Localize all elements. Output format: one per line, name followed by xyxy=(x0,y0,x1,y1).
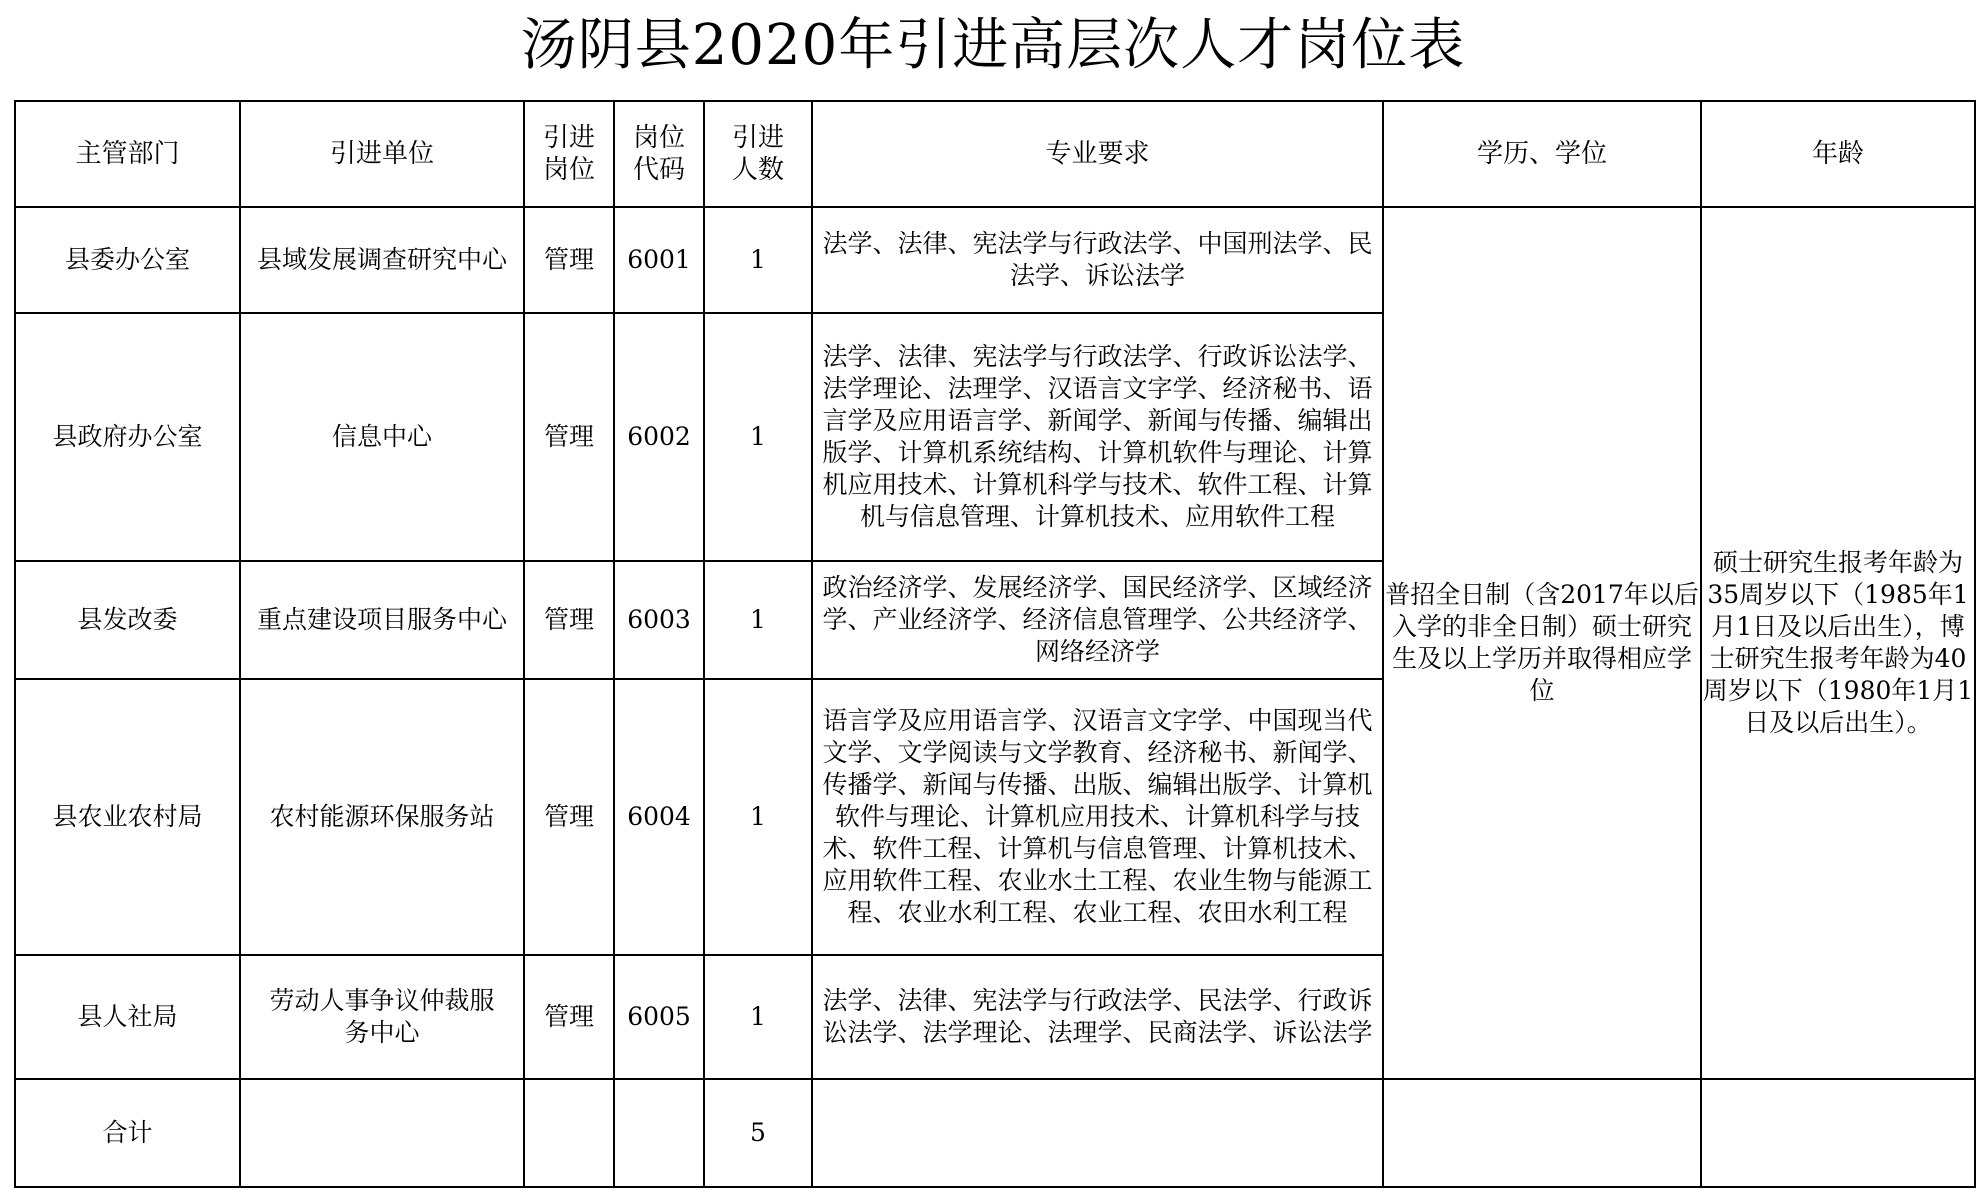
cell-unit: 信息中心 xyxy=(240,313,524,561)
total-label: 合计 xyxy=(15,1079,240,1187)
cell-code: 6002 xyxy=(614,313,704,561)
total-empty xyxy=(812,1079,1383,1187)
cell-code: 6003 xyxy=(614,561,704,679)
cell-post: 管理 xyxy=(524,207,614,313)
cell-unit: 县域发展调查研究中心 xyxy=(240,207,524,313)
cell-code: 6005 xyxy=(614,955,704,1079)
cell-dept: 县委办公室 xyxy=(15,207,240,313)
cell-major: 语言学及应用语言学、汉语言文字学、中国现当代文学、文学阅读与文学教育、经济秘书、新闻学、传播学、新闻与传播、出版、编辑出版学、计算机软件与理论、计算机应用技术、计算机科学与技术、软件工程、计算机与信息管理、计算机技术、应用软件工程、农业水土工程、农业生物与能源工程、农业水利工程、农业工程、农田水利工程 xyxy=(812,679,1383,955)
header-row xyxy=(15,101,1975,207)
cell-dept: 县政府办公室 xyxy=(15,313,240,561)
cell-unit: 农村能源环保服务站 xyxy=(240,679,524,955)
header-age: 年龄 xyxy=(1701,101,1975,207)
total-empty xyxy=(524,1079,614,1187)
header-dept: 主管部门 xyxy=(15,101,240,207)
cell-count: 1 xyxy=(704,955,812,1079)
cell-post: 管理 xyxy=(524,313,614,561)
header-post: 引进岗位 xyxy=(524,101,614,207)
cell-unit: 劳动人事争议仲裁服务中心 xyxy=(240,955,524,1079)
cell-unit: 重点建设项目服务中心 xyxy=(240,561,524,679)
table-row xyxy=(15,207,1975,313)
cell-dept: 县人社局 xyxy=(15,955,240,1079)
cell-count: 1 xyxy=(704,679,812,955)
cell-code: 6001 xyxy=(614,207,704,313)
header-major: 专业要求 xyxy=(812,101,1383,207)
cell-major: 法学、法律、宪法学与行政法学、中国刑法学、民法学、诉讼法学 xyxy=(812,207,1383,313)
total-row xyxy=(15,1079,1975,1187)
total-empty xyxy=(1383,1079,1701,1187)
positions-table xyxy=(14,100,1976,1188)
cell-post: 管理 xyxy=(524,679,614,955)
cell-post: 管理 xyxy=(524,955,614,1079)
cell-major: 法学、法律、宪法学与行政法学、民法学、行政诉讼法学、法学理论、法理学、民商法学、诉讼法学 xyxy=(812,955,1383,1079)
cell-education: 普招全日制（含2017年以后入学的非全日制）硕士研究生及以上学历并取得相应学位 xyxy=(1383,207,1701,1079)
header-unit: 引进单位 xyxy=(240,101,524,207)
header-code: 岗位代码 xyxy=(614,101,704,207)
cell-dept: 县发改委 xyxy=(15,561,240,679)
total-empty xyxy=(1701,1079,1975,1187)
cell-major: 法学、法律、宪法学与行政法学、行政诉讼法学、法学理论、法理学、汉语言文字学、经济秘书、语言学及应用语言学、新闻学、新闻与传播、编辑出版学、计算机系统结构、计算机软件与理论、计算机应用技术、计算机科学与技术、软件工程、计算机与信息管理、计算机技术、应用软件工程 xyxy=(812,313,1383,561)
total-count: 5 xyxy=(704,1079,812,1187)
cell-count: 1 xyxy=(704,561,812,679)
cell-major: 政治经济学、发展经济学、国民经济学、区域经济学、产业经济学、经济信息管理学、公共经济学、网络经济学 xyxy=(812,561,1383,679)
total-empty xyxy=(614,1079,704,1187)
header-edu: 学历、学位 xyxy=(1383,101,1701,207)
cell-count: 1 xyxy=(704,313,812,561)
cell-post: 管理 xyxy=(524,561,614,679)
page-title: 汤阴县2020年引进高层次人才岗位表 xyxy=(520,13,1466,78)
cell-code: 6004 xyxy=(614,679,704,955)
header-count: 引进人数 xyxy=(704,101,812,207)
cell-age: 硕士研究生报考年龄为35周岁以下（1985年1月1日及以后出生），博士研究生报考年龄为40周岁以下（1980年1月1日及以后出生）。 xyxy=(1701,207,1975,1079)
cell-count: 1 xyxy=(704,207,812,313)
cell-dept: 县农业农村局 xyxy=(15,679,240,955)
total-empty xyxy=(240,1079,524,1187)
